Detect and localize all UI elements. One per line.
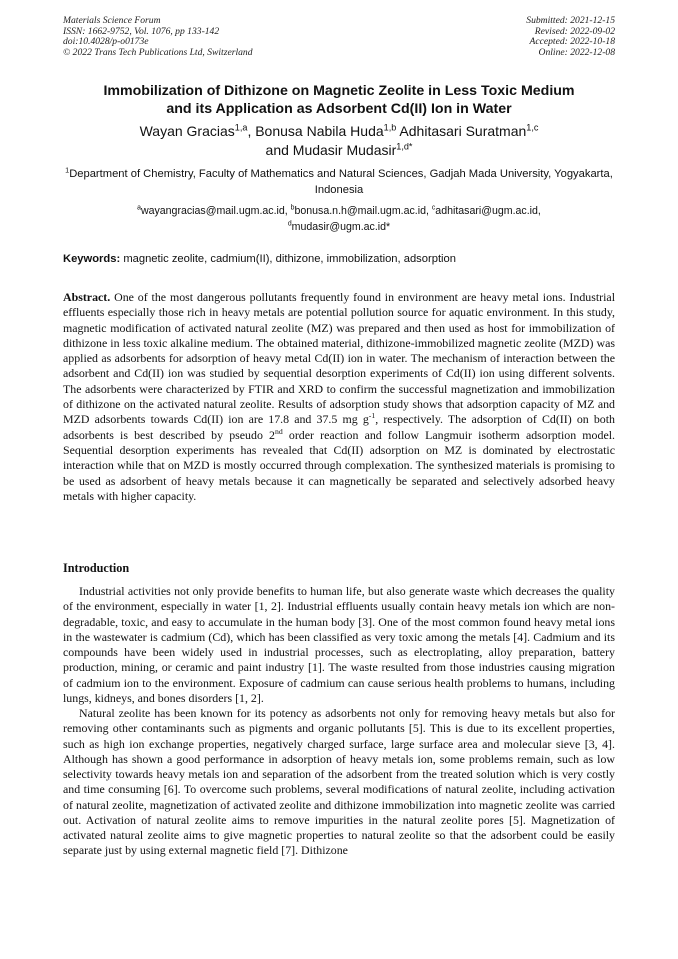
email-mark: b	[290, 204, 295, 212]
abstract-label: Abstract.	[63, 290, 111, 304]
abstract-text-1: One of the most dangerous pollutants frequently found in environment are heavy metal ions. Industrial effluents especially those rich in heavy metals are potential pollution source for aquatic environment. In this study, magnetic modification of activated natural zeolite (MZ) was prepared and then used as host for immobilization of dithizone in less toxic alkaline medium. The obtained material, dithizone-immobilized magnetic zeolite (MZD) was applied as adsorbents for adsorption of heavy metal Cd(II) ion in water. The mechanism of interaction between the adsorbent and Cd(II) ion was studied by sequential desorption experiments of Cd(II) ion using different solvents. The adsorbents were characterized by FTIR and XRD to confirm the successful magnetization and immobilization of dithizone on the activated natural zeolite. Results of adsorption study shows that adsorption capacity of MZ and MZD adsorbents towards Cd(II) ion are 17.8 and 37.5 mg g	[63, 290, 615, 427]
author-name: Bonusa Nabila Huda	[255, 123, 384, 139]
email-separator: ,	[425, 205, 432, 217]
journal-name: Materials Science Forum	[63, 15, 161, 26]
date-accepted: Accepted: 2022-10-18	[529, 36, 615, 47]
introduction-paragraph-2: Natural zeolite has been known for its potency as adsorbents not only for removing heavy metals but also for removing other contaminants such as pigments and organic pollutants [5]. This is due to its excellent properties, such as high ion exchange properties, negatively charged surface, large surface area and molecular sieve [3, 4]. Although has shown a good performance in adsorption of heavy metals ion, some problems remain, such as low selectivity towards heavy metals ion and separation of the adsorbent from the treated solution which is very costly and time consuming [6]. To overcome such problems, several modifications of natural zeolite, including activation of natural zeolite, magnetization of activated zeolite and dithizone immobilization into magnetic zeolite was carried out. Activation of natural zeolite aims to remove impurities in the natural zeolite pores [5]. Magnetization of activated natural zeolite aims to give magnetic properties to natural zeolite so that the adsorbent could be easily separate just by using external magnetic field [7]. Dithizone	[63, 706, 615, 858]
email-address: wayangracias@mail.ugm.ac.id	[140, 205, 285, 217]
date-submitted: Submitted: 2021-12-15	[526, 15, 615, 26]
author-name: Adhitasari Suratman	[399, 123, 527, 139]
journal-doi: doi:10.4028/p-o0173e	[63, 36, 149, 47]
author-affiliation-mark: 1,d*	[396, 141, 413, 152]
section-heading-introduction: Introduction	[63, 561, 130, 575]
author-name: and Mudasir Mudasir	[265, 142, 397, 158]
affiliation-text: Department of Chemistry, Faculty of Mathematics and Natural Sciences, Gadjah Mada University, Yogyakarta, Indonesia	[69, 168, 613, 196]
author-affiliation-mark: 1,a	[234, 122, 248, 133]
journal-issn: ISSN: 1662-9752, Vol. 1076, pp 133-142	[63, 25, 220, 37]
email-address: mudasir@ugm.ac.id*	[291, 221, 391, 233]
keywords-text: magnetic zeolite, cadmium(II), dithizone, immobilization, adsorption	[123, 253, 456, 265]
email-mark: a	[137, 204, 141, 212]
affiliation-mark: 1	[65, 165, 70, 175]
journal-info	[63, 16, 253, 58]
introduction-body	[63, 584, 615, 859]
author-emails	[63, 203, 615, 235]
author-line-2	[40, 141, 638, 160]
introduction-paragraph-1: Industrial activities not only provide benefits to human life, but also generate waste which decreases the quality of the environment, especially in water [1, 2]. Industrial effluents usually contain heavy metals ion which are non-degradable, toxic, and easy to accumulate in the human body [3]. One of the most common found heavy metal ions in the wastewater is cadmium (Cd), which has been classified as very toxic among the metals [4]. Cadmium and its compounds have been widely used in industrial processes, such as electroplating, alloy preparation, battery production, mining, or ceramic and paint industry [1]. The waste resulted from those industries causing migration of cadmium ion to the environment. Exposure of cadmium can cause serious health problems to humans, including lungs, kidneys, and bones disorders [1, 2].	[63, 584, 615, 705]
author-affiliation-mark: 1,b	[383, 122, 397, 133]
author-list	[40, 122, 638, 160]
email-separator: ,	[537, 205, 541, 217]
email-address: bonusa.n.h@mail.ugm.ac.id	[294, 205, 426, 217]
date-online: Online: 2022-12-08	[538, 46, 615, 58]
affiliation	[63, 166, 615, 198]
abstract-text-2: , respectively. The adsorption of Cd(II) on both adsorbents is best described by pseudo 2	[63, 412, 616, 442]
keywords	[63, 252, 615, 267]
abstract	[63, 290, 615, 504]
title-line-1: Immobilization of Dithizone on Magnetic Zeolite in Less Toxic Medium	[103, 83, 575, 99]
email-separator: ,	[284, 205, 291, 217]
abstract-text-3: order reaction and follow Langmuir isotherm adsorption model. Sequential desorption experiments has revealed that Cd(II) adsorption on MZ is dominated by electrostatic interaction while that on MZD is mostly occurred through complexation. The synthesized materials is promising to be used as adsorbent of heavy metals because it can magnetically be separated and selectively adsorbed heavy metals with higher capacity.	[63, 427, 616, 503]
paper-title	[40, 82, 638, 118]
title-line-2: and its Application as Adsorbent Cd(II) Ion in Water	[166, 101, 512, 117]
abstract-superscript-order: nd	[275, 426, 283, 436]
submission-dates	[526, 16, 615, 58]
abstract-superscript-unit: -1	[368, 411, 376, 421]
email-address: adhitasari@ugm.ac.id	[435, 205, 538, 217]
keywords-label: Keywords:	[63, 253, 121, 265]
author-separator: ,	[247, 123, 256, 139]
author-line-1	[40, 122, 638, 141]
author-name: Wayan Gracias	[139, 123, 235, 139]
date-revised: Revised: 2022-09-02	[534, 25, 615, 37]
author-affiliation-mark: 1,c	[526, 122, 539, 133]
email-mark: c	[431, 204, 436, 212]
abstract-paragraph	[63, 290, 615, 504]
email-mark: d	[287, 220, 292, 228]
journal-copyright: © 2022 Trans Tech Publications Ltd, Switzerland	[63, 46, 253, 58]
